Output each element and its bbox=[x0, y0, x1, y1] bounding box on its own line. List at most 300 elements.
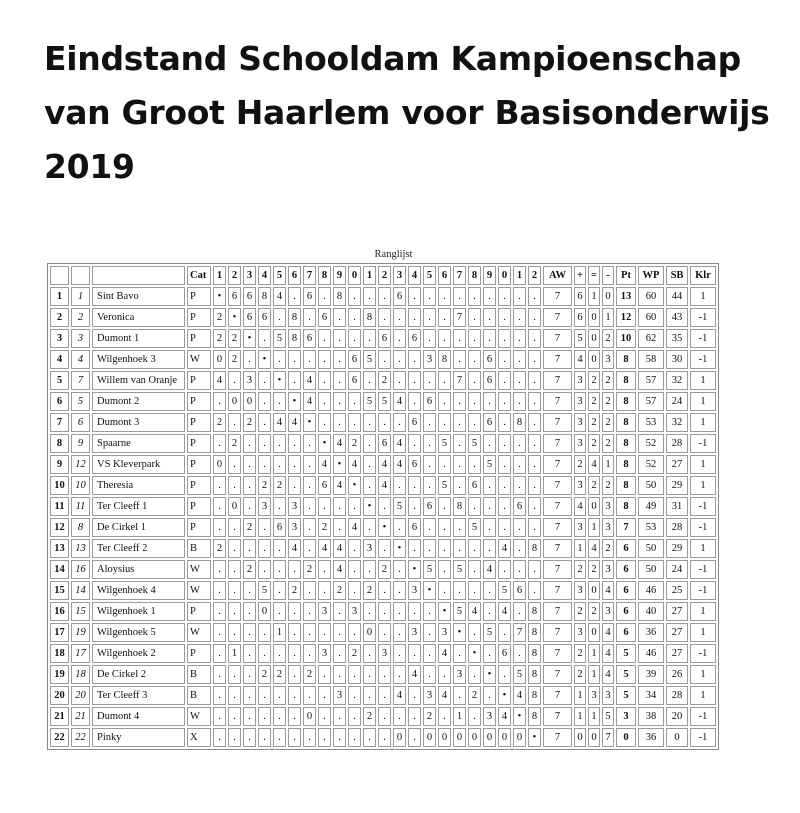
game-score-cell: 4 bbox=[408, 665, 421, 684]
game-score-cell: . bbox=[393, 560, 406, 579]
game-score-cell: . bbox=[318, 623, 331, 642]
game-score-cell: 4 bbox=[333, 539, 346, 558]
game-score-cell: 8 bbox=[453, 497, 466, 516]
wp-cell: 50 bbox=[638, 560, 664, 579]
games-played-cell: 7 bbox=[543, 518, 572, 537]
points-cell: 8 bbox=[616, 497, 636, 516]
game-score-cell: . bbox=[528, 497, 541, 516]
game-score-cell: . bbox=[423, 665, 436, 684]
game-score-cell: . bbox=[363, 371, 376, 390]
game-score-cell: . bbox=[288, 476, 301, 495]
game-score-cell: . bbox=[363, 728, 376, 747]
team-name-cell: Dumont 2 bbox=[92, 392, 185, 411]
game-score-cell: 8 bbox=[258, 287, 271, 306]
game-score-cell: . bbox=[423, 602, 436, 621]
game-score-cell: . bbox=[273, 350, 286, 369]
game-score-cell: . bbox=[378, 602, 391, 621]
game-score-cell: 4 bbox=[273, 413, 286, 432]
game-score-cell: . bbox=[333, 665, 346, 684]
category-cell: W bbox=[187, 623, 211, 642]
game-score-cell: 4 bbox=[273, 287, 286, 306]
game-score-cell: 4 bbox=[303, 371, 316, 390]
game-score-cell: 0 bbox=[243, 392, 256, 411]
table-row bbox=[50, 644, 716, 663]
colour-cell: 1 bbox=[690, 686, 716, 705]
game-score-cell: . bbox=[273, 539, 286, 558]
game-score-cell: . bbox=[348, 413, 361, 432]
game-score-cell: 3 bbox=[408, 623, 421, 642]
game-score-cell: . bbox=[318, 581, 331, 600]
team-name-cell: Wilgenhoek 2 bbox=[92, 644, 185, 663]
wins-cell: 5 bbox=[574, 329, 586, 348]
game-score-cell: . bbox=[498, 308, 511, 327]
games-played-cell: 7 bbox=[543, 371, 572, 390]
header-game: 7 bbox=[453, 266, 466, 285]
game-score-cell: . bbox=[438, 329, 451, 348]
game-score-cell: 0 bbox=[363, 623, 376, 642]
game-score-cell: . bbox=[408, 686, 421, 705]
team-name-cell: Ter Cleeff 2 bbox=[92, 539, 185, 558]
rank-cell: 15 bbox=[50, 581, 69, 600]
rank-cell: 11 bbox=[50, 497, 69, 516]
game-score-cell: . bbox=[483, 644, 496, 663]
draws-cell: 2 bbox=[588, 476, 600, 495]
game-score-cell: . bbox=[438, 539, 451, 558]
game-score-cell: . bbox=[303, 455, 316, 474]
game-score-cell: . bbox=[453, 350, 466, 369]
game-score-cell: . bbox=[513, 308, 526, 327]
game-score-cell: 6 bbox=[258, 308, 271, 327]
game-score-cell: . bbox=[333, 413, 346, 432]
game-score-cell: . bbox=[453, 581, 466, 600]
game-score-cell: 1 bbox=[453, 707, 466, 726]
losses-cell: 2 bbox=[602, 371, 614, 390]
game-score-cell: . bbox=[273, 308, 286, 327]
wp-cell: 39 bbox=[638, 665, 664, 684]
game-score-cell: . bbox=[333, 518, 346, 537]
game-score-cell: 4 bbox=[288, 413, 301, 432]
game-score-cell: . bbox=[288, 350, 301, 369]
wins-cell: 2 bbox=[574, 644, 586, 663]
game-score-cell: 3 bbox=[348, 602, 361, 621]
games-played-cell: 7 bbox=[543, 602, 572, 621]
game-score-cell: . bbox=[258, 329, 271, 348]
team-name-cell: De Cirkel 1 bbox=[92, 518, 185, 537]
points-cell: 5 bbox=[616, 686, 636, 705]
game-score-cell: • bbox=[378, 518, 391, 537]
game-score-cell: . bbox=[468, 308, 481, 327]
game-score-cell: 6 bbox=[408, 455, 421, 474]
game-score-cell: • bbox=[453, 623, 466, 642]
game-score-cell: . bbox=[213, 686, 226, 705]
game-score-cell: 2 bbox=[228, 434, 241, 453]
header-wp: WP bbox=[638, 266, 664, 285]
team-name-cell: Wilgenhoek 4 bbox=[92, 581, 185, 600]
game-score-cell: . bbox=[363, 686, 376, 705]
game-score-cell: . bbox=[363, 434, 376, 453]
sb-cell: 26 bbox=[666, 665, 688, 684]
game-score-cell: . bbox=[288, 707, 301, 726]
team-number-cell: 5 bbox=[71, 392, 90, 411]
game-score-cell: 5 bbox=[498, 581, 511, 600]
game-score-cell: • bbox=[513, 707, 526, 726]
game-score-cell: . bbox=[318, 287, 331, 306]
table-row bbox=[50, 686, 716, 705]
game-score-cell: . bbox=[438, 371, 451, 390]
game-score-cell: . bbox=[273, 707, 286, 726]
game-score-cell: . bbox=[468, 623, 481, 642]
game-score-cell: . bbox=[258, 707, 271, 726]
draws-cell: 2 bbox=[588, 413, 600, 432]
game-score-cell: . bbox=[288, 371, 301, 390]
losses-cell: 4 bbox=[602, 644, 614, 663]
category-cell: B bbox=[187, 686, 211, 705]
game-score-cell: • bbox=[243, 329, 256, 348]
game-score-cell: . bbox=[258, 623, 271, 642]
game-score-cell: . bbox=[408, 350, 421, 369]
game-score-cell: . bbox=[243, 602, 256, 621]
game-score-cell: . bbox=[333, 308, 346, 327]
team-name-cell: VS Kleverpark bbox=[92, 455, 185, 474]
header-num bbox=[71, 266, 90, 285]
game-score-cell: . bbox=[498, 287, 511, 306]
game-score-cell: . bbox=[363, 329, 376, 348]
sb-cell: 43 bbox=[666, 308, 688, 327]
game-score-cell: . bbox=[408, 644, 421, 663]
game-score-cell: • bbox=[528, 728, 541, 747]
header-game: 7 bbox=[303, 266, 316, 285]
category-cell: X bbox=[187, 728, 211, 747]
game-score-cell: . bbox=[228, 413, 241, 432]
game-score-cell: . bbox=[513, 287, 526, 306]
wins-cell: 3 bbox=[574, 434, 586, 453]
game-score-cell: . bbox=[288, 686, 301, 705]
game-score-cell: . bbox=[333, 392, 346, 411]
game-score-cell: 4 bbox=[333, 476, 346, 495]
game-score-cell: . bbox=[213, 602, 226, 621]
game-score-cell: . bbox=[453, 329, 466, 348]
game-score-cell: . bbox=[273, 560, 286, 579]
game-score-cell: . bbox=[243, 497, 256, 516]
game-score-cell: . bbox=[408, 707, 421, 726]
game-score-cell: . bbox=[333, 623, 346, 642]
game-score-cell: . bbox=[318, 728, 331, 747]
game-score-cell: . bbox=[258, 518, 271, 537]
game-score-cell: . bbox=[243, 539, 256, 558]
game-score-cell: . bbox=[348, 329, 361, 348]
game-score-cell: 6 bbox=[408, 413, 421, 432]
game-score-cell: . bbox=[258, 413, 271, 432]
game-score-cell: . bbox=[303, 728, 316, 747]
game-score-cell: . bbox=[393, 476, 406, 495]
team-name-cell: Ter Cleeff 3 bbox=[92, 686, 185, 705]
team-number-cell: 15 bbox=[71, 602, 90, 621]
games-played-cell: 7 bbox=[543, 728, 572, 747]
game-score-cell: . bbox=[498, 413, 511, 432]
category-cell: B bbox=[187, 539, 211, 558]
game-score-cell: . bbox=[258, 455, 271, 474]
team-number-cell: 4 bbox=[71, 350, 90, 369]
game-score-cell: . bbox=[228, 686, 241, 705]
table-row bbox=[50, 371, 716, 390]
game-score-cell: . bbox=[468, 581, 481, 600]
games-played-cell: 7 bbox=[543, 287, 572, 306]
game-score-cell: . bbox=[513, 371, 526, 390]
team-name-cell: Dumont 4 bbox=[92, 707, 185, 726]
wp-cell: 52 bbox=[638, 434, 664, 453]
category-cell: W bbox=[187, 581, 211, 600]
wp-cell: 36 bbox=[638, 623, 664, 642]
game-score-cell: . bbox=[303, 350, 316, 369]
game-score-cell: . bbox=[438, 413, 451, 432]
game-score-cell: . bbox=[228, 371, 241, 390]
game-score-cell: • bbox=[363, 497, 376, 516]
game-score-cell: . bbox=[228, 665, 241, 684]
game-score-cell: . bbox=[483, 539, 496, 558]
game-score-cell: . bbox=[468, 413, 481, 432]
game-score-cell: 2 bbox=[378, 371, 391, 390]
game-score-cell: . bbox=[363, 665, 376, 684]
game-score-cell: . bbox=[303, 623, 316, 642]
game-score-cell: . bbox=[453, 518, 466, 537]
game-score-cell: 4 bbox=[393, 434, 406, 453]
game-score-cell: 8 bbox=[333, 287, 346, 306]
points-cell: 8 bbox=[616, 455, 636, 474]
game-score-cell: . bbox=[288, 728, 301, 747]
game-score-cell: . bbox=[528, 329, 541, 348]
team-number-cell: 14 bbox=[71, 581, 90, 600]
game-score-cell: . bbox=[528, 413, 541, 432]
team-number-cell: 3 bbox=[71, 329, 90, 348]
colour-cell: 1 bbox=[690, 392, 716, 411]
team-number-cell: 2 bbox=[71, 308, 90, 327]
game-score-cell: . bbox=[243, 581, 256, 600]
game-score-cell: . bbox=[273, 455, 286, 474]
game-score-cell: . bbox=[393, 518, 406, 537]
game-score-cell: 6 bbox=[468, 476, 481, 495]
game-score-cell: 6 bbox=[303, 329, 316, 348]
game-score-cell: . bbox=[288, 623, 301, 642]
header-minus: - bbox=[602, 266, 614, 285]
game-score-cell: . bbox=[438, 560, 451, 579]
sb-cell: 0 bbox=[666, 728, 688, 747]
header-game: 8 bbox=[318, 266, 331, 285]
rank-cell: 21 bbox=[50, 707, 69, 726]
colour-cell: 1 bbox=[690, 413, 716, 432]
game-score-cell: . bbox=[243, 707, 256, 726]
game-score-cell: . bbox=[513, 518, 526, 537]
game-score-cell: 8 bbox=[528, 644, 541, 663]
game-score-cell: 2 bbox=[228, 329, 241, 348]
rank-cell: 14 bbox=[50, 560, 69, 579]
points-cell: 6 bbox=[616, 560, 636, 579]
colour-cell: 1 bbox=[690, 539, 716, 558]
colour-cell: 1 bbox=[690, 602, 716, 621]
wp-cell: 50 bbox=[638, 476, 664, 495]
wins-cell: 2 bbox=[574, 665, 586, 684]
wp-cell: 62 bbox=[638, 329, 664, 348]
points-cell: 10 bbox=[616, 329, 636, 348]
game-score-cell: 6 bbox=[513, 581, 526, 600]
games-played-cell: 7 bbox=[543, 644, 572, 663]
game-score-cell: . bbox=[318, 371, 331, 390]
games-played-cell: 7 bbox=[543, 686, 572, 705]
game-score-cell: . bbox=[423, 455, 436, 474]
game-score-cell: . bbox=[258, 539, 271, 558]
game-score-cell: . bbox=[258, 371, 271, 390]
game-score-cell: . bbox=[228, 707, 241, 726]
game-score-cell: . bbox=[468, 287, 481, 306]
game-score-cell: . bbox=[243, 686, 256, 705]
sb-cell: 28 bbox=[666, 434, 688, 453]
game-score-cell: . bbox=[378, 497, 391, 516]
header-game: 2 bbox=[528, 266, 541, 285]
game-score-cell: . bbox=[213, 707, 226, 726]
category-cell: P bbox=[187, 434, 211, 453]
wp-cell: 60 bbox=[638, 308, 664, 327]
category-cell: P bbox=[187, 308, 211, 327]
game-score-cell: 2 bbox=[348, 644, 361, 663]
team-name-cell: Dumont 3 bbox=[92, 413, 185, 432]
colour-cell: -1 bbox=[690, 560, 716, 579]
table-row bbox=[50, 539, 716, 558]
game-score-cell: 0 bbox=[228, 392, 241, 411]
game-score-cell: . bbox=[258, 560, 271, 579]
game-score-cell: . bbox=[438, 665, 451, 684]
colour-cell: 1 bbox=[690, 455, 716, 474]
header-game: 5 bbox=[423, 266, 436, 285]
category-cell: P bbox=[187, 644, 211, 663]
game-score-cell: . bbox=[468, 539, 481, 558]
header-game: 1 bbox=[213, 266, 226, 285]
game-score-cell: . bbox=[423, 623, 436, 642]
game-score-cell: . bbox=[318, 560, 331, 579]
table-row bbox=[50, 308, 716, 327]
game-score-cell: . bbox=[423, 434, 436, 453]
wp-cell: 57 bbox=[638, 371, 664, 390]
sb-cell: 24 bbox=[666, 392, 688, 411]
wp-cell: 38 bbox=[638, 707, 664, 726]
wp-cell: 50 bbox=[638, 539, 664, 558]
category-cell: W bbox=[187, 707, 211, 726]
game-score-cell: 3 bbox=[288, 497, 301, 516]
rank-cell: 5 bbox=[50, 371, 69, 390]
sb-cell: 35 bbox=[666, 329, 688, 348]
game-score-cell: 0 bbox=[228, 497, 241, 516]
game-score-cell: 3 bbox=[318, 602, 331, 621]
team-name-cell: Wilgenhoek 5 bbox=[92, 623, 185, 642]
game-score-cell: 2 bbox=[273, 476, 286, 495]
category-cell: P bbox=[187, 497, 211, 516]
game-score-cell: 2 bbox=[303, 560, 316, 579]
game-score-cell: 1 bbox=[273, 623, 286, 642]
game-score-cell: . bbox=[288, 455, 301, 474]
game-score-cell: . bbox=[243, 350, 256, 369]
game-score-cell: • bbox=[423, 581, 436, 600]
header-eq: = bbox=[588, 266, 600, 285]
game-score-cell: • bbox=[438, 602, 451, 621]
colour-cell: -1 bbox=[690, 497, 716, 516]
game-score-cell: . bbox=[468, 329, 481, 348]
game-score-cell: . bbox=[408, 602, 421, 621]
game-score-cell: 4 bbox=[303, 392, 316, 411]
game-score-cell: 3 bbox=[258, 497, 271, 516]
game-score-cell: . bbox=[498, 455, 511, 474]
rank-cell: 10 bbox=[50, 476, 69, 495]
game-score-cell: . bbox=[423, 518, 436, 537]
game-score-cell: 5 bbox=[363, 392, 376, 411]
colour-cell: -1 bbox=[690, 350, 716, 369]
games-played-cell: 7 bbox=[543, 560, 572, 579]
draws-cell: 0 bbox=[588, 308, 600, 327]
games-played-cell: 7 bbox=[543, 665, 572, 684]
game-score-cell: . bbox=[288, 602, 301, 621]
game-score-cell: . bbox=[483, 308, 496, 327]
rank-cell: 16 bbox=[50, 602, 69, 621]
game-score-cell: . bbox=[333, 707, 346, 726]
game-score-cell: . bbox=[483, 329, 496, 348]
game-score-cell: . bbox=[483, 434, 496, 453]
games-played-cell: 7 bbox=[543, 497, 572, 516]
game-score-cell: . bbox=[228, 455, 241, 474]
wins-cell: 1 bbox=[574, 686, 586, 705]
table-row bbox=[50, 707, 716, 726]
game-score-cell: 5 bbox=[258, 581, 271, 600]
games-played-cell: 7 bbox=[543, 434, 572, 453]
game-score-cell: 0 bbox=[423, 728, 436, 747]
game-score-cell: 5 bbox=[468, 434, 481, 453]
wp-cell: 58 bbox=[638, 350, 664, 369]
game-score-cell: 0 bbox=[513, 728, 526, 747]
category-cell: B bbox=[187, 665, 211, 684]
team-name-cell: Ter Cleeff 1 bbox=[92, 497, 185, 516]
sb-cell: 29 bbox=[666, 476, 688, 495]
game-score-cell: . bbox=[348, 581, 361, 600]
game-score-cell: . bbox=[498, 371, 511, 390]
sb-cell: 32 bbox=[666, 413, 688, 432]
game-score-cell: . bbox=[513, 434, 526, 453]
team-number-cell: 18 bbox=[71, 665, 90, 684]
game-score-cell: . bbox=[393, 644, 406, 663]
colour-cell: -1 bbox=[690, 728, 716, 747]
draws-cell: 0 bbox=[588, 350, 600, 369]
header-game: 1 bbox=[363, 266, 376, 285]
game-score-cell: . bbox=[333, 602, 346, 621]
game-score-cell: . bbox=[513, 392, 526, 411]
game-score-cell: . bbox=[363, 455, 376, 474]
games-played-cell: 7 bbox=[543, 581, 572, 600]
game-score-cell: . bbox=[213, 665, 226, 684]
game-score-cell: . bbox=[408, 476, 421, 495]
game-score-cell: 5 bbox=[453, 602, 466, 621]
losses-cell: 3 bbox=[602, 560, 614, 579]
game-score-cell: 4 bbox=[348, 455, 361, 474]
game-score-cell: . bbox=[333, 371, 346, 390]
sb-cell: 25 bbox=[666, 581, 688, 600]
game-score-cell: . bbox=[258, 434, 271, 453]
game-score-cell: . bbox=[438, 707, 451, 726]
game-score-cell: 6 bbox=[228, 287, 241, 306]
game-score-cell: . bbox=[468, 560, 481, 579]
game-score-cell: 0 bbox=[213, 455, 226, 474]
draws-cell: 2 bbox=[588, 434, 600, 453]
game-score-cell: . bbox=[513, 329, 526, 348]
table-row bbox=[50, 287, 716, 306]
game-score-cell: . bbox=[318, 329, 331, 348]
game-score-cell: . bbox=[408, 371, 421, 390]
game-score-cell: 2 bbox=[378, 560, 391, 579]
wp-cell: 53 bbox=[638, 413, 664, 432]
